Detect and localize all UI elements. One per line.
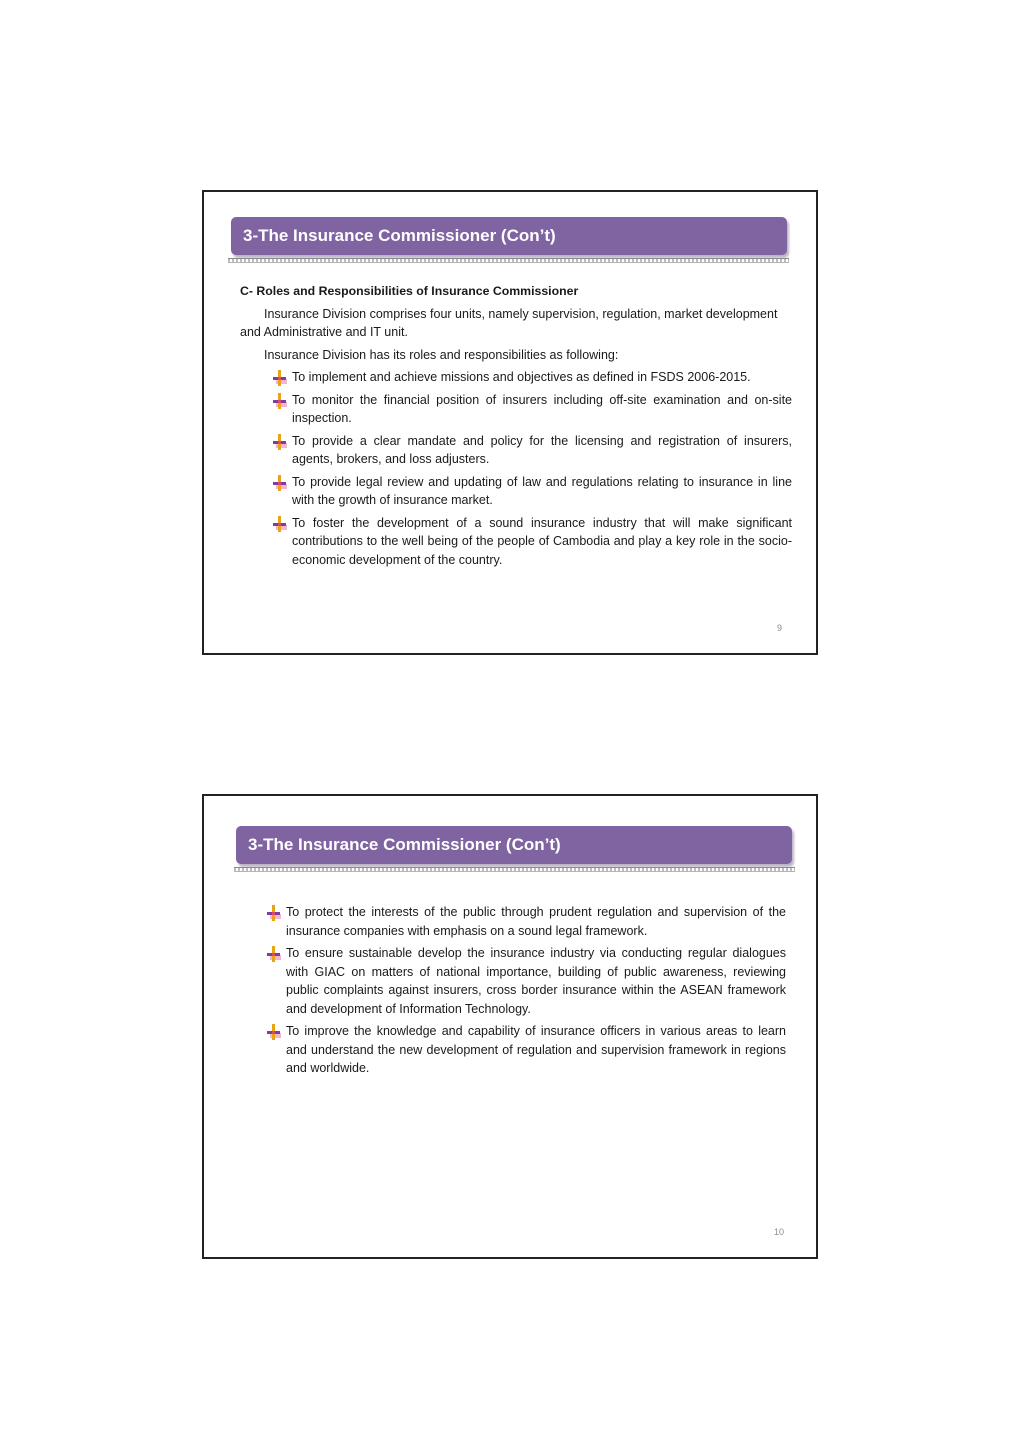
list-item-text: To foster the development of a sound insurance industry that will make significant contributions to the well being of the people of Cambodia and play a key role in the socio-economic development of the country.	[292, 515, 792, 567]
list-item-text: To ensure sustainable develop the insurance industry via conducting regular dialogues with GIAC on matters of national importance, building of public awareness, reviewing public complaints against insurers, cross border insurance within the ASEAN framework and development of Information Technology.	[286, 946, 786, 1016]
list-item	[272, 432, 792, 469]
list-item-text: To protect the interests of the public through prudent regulation and supervision of the insurance companies with emphasis on a sound legal framework.	[286, 905, 786, 938]
cross-bullet-icon	[272, 516, 288, 532]
list-item-text: To provide legal review and updating of law and regulations relating to insurance in line with the growth of insurance market.	[292, 474, 792, 507]
bullet-list	[272, 368, 792, 569]
slide-content	[240, 282, 792, 573]
list-item-text: To implement and achieve missions and objectives as defined in FSDS 2006-2015.	[292, 370, 751, 384]
slide-9	[202, 190, 818, 655]
section-heading: C- Roles and Responsibilities of Insurance Commissioner	[240, 284, 579, 298]
list-item-text: To provide a clear mandate and policy for the licensing and registration of insurers, agents, brokers, and loss adjusters.	[292, 433, 792, 466]
title-underline	[234, 867, 795, 872]
slide-10	[202, 794, 818, 1259]
list-item	[266, 1022, 786, 1078]
cross-bullet-icon	[266, 1024, 282, 1040]
list-item	[272, 391, 792, 428]
paragraph: Insurance Division has its roles and responsibilities as following:	[264, 347, 619, 362]
cross-bullet-icon	[272, 370, 288, 386]
slide-title: 3-The Insurance Commissioner (Con’t)	[236, 826, 792, 864]
cross-bullet-icon	[272, 393, 288, 409]
cross-bullet-icon	[272, 475, 288, 491]
list-item	[272, 514, 792, 570]
cross-bullet-icon	[266, 946, 282, 962]
list-item	[266, 944, 786, 1018]
list-item	[266, 903, 786, 940]
list-item	[272, 473, 792, 510]
cross-bullet-icon	[266, 905, 282, 921]
list-item	[272, 368, 792, 387]
page-number: 9	[776, 623, 782, 633]
slide-title: 3-The Insurance Commissioner (Con’t)	[231, 217, 787, 255]
slide-content	[266, 903, 786, 1082]
paragraph: Insurance Division comprises four units, namely supervision, regulation, market development and Administrative and IT unit.	[240, 306, 778, 339]
list-item-text: To improve the knowledge and capability of insurance officers in various areas to learn and understand the new development of regulation and supervision framework in regions and worldwide.	[286, 1024, 786, 1075]
page-number: 10	[773, 1227, 784, 1237]
title-underline	[228, 258, 789, 263]
bullet-list	[266, 903, 786, 1078]
cross-bullet-icon	[272, 434, 288, 450]
list-item-text: To monitor the financial position of insurers including off-site examination and on-site inspection.	[292, 392, 792, 425]
